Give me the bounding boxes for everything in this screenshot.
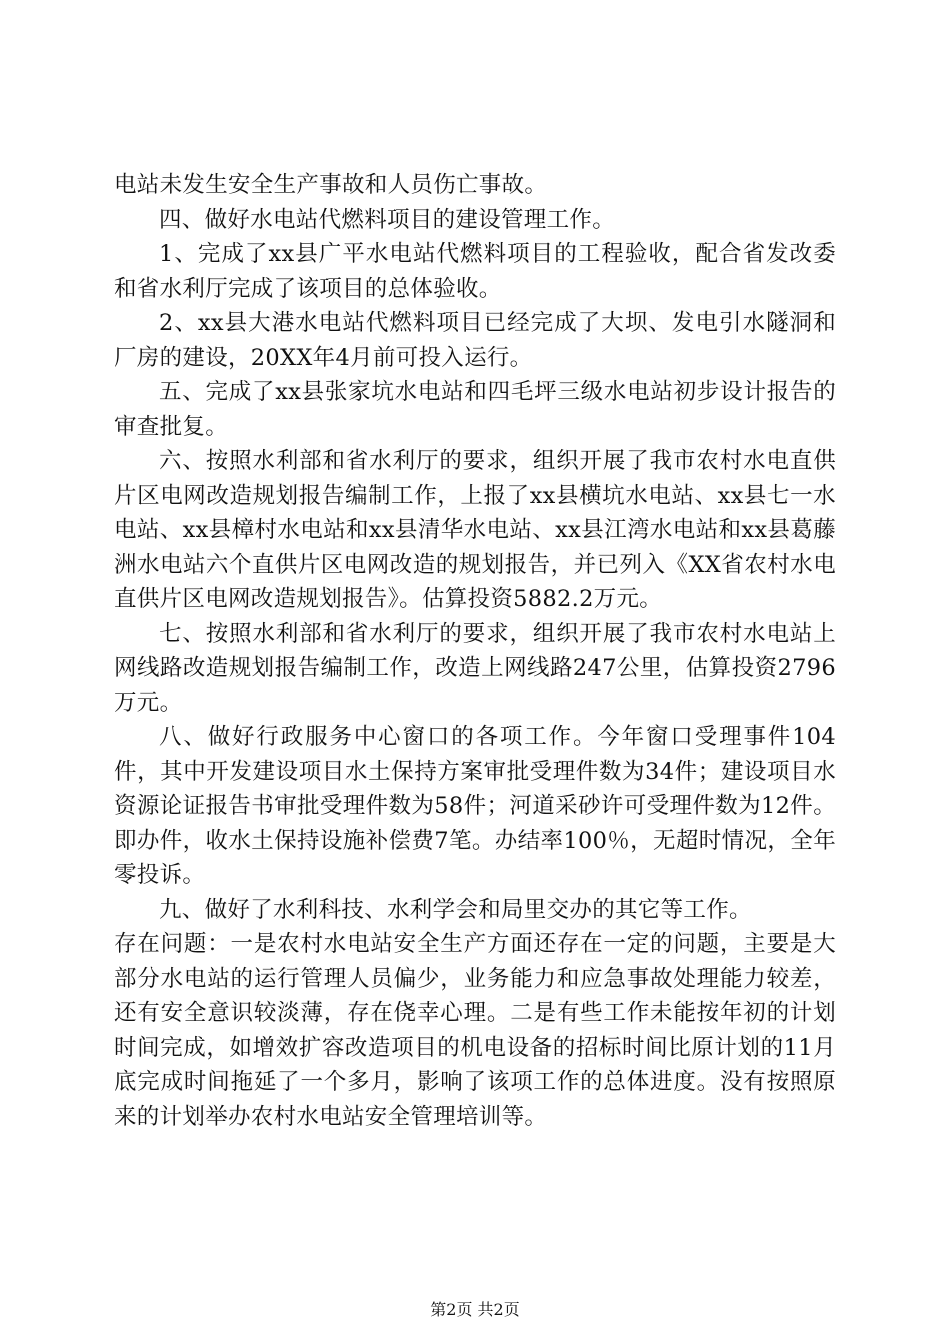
paragraph-section-5: 五、完成了xx县张家坑水电站和四毛坪三级水电站初步设计报告的审查批复。: [114, 379, 836, 440]
paragraph-section-9: 九、做好了水利科技、水利学会和局里交办的其它等工作。: [159, 896, 752, 923]
paragraph-item-1: 1、完成了xx县广平水电站代燃料项目的工程验收，配合省发改委和省水利厅完成了该项目的总体验收。: [114, 241, 836, 302]
paragraph-section-7: 七、按照水利部和省水利厅的要求，组织开展了我市农村水电站上网线路改造规划报告编制工作，改造上网线路247公里，估算投资2796万元。: [114, 620, 836, 716]
paragraph-safety-summary: 电站未发生安全生产事故和人员伤亡事故。: [114, 172, 548, 198]
paragraph-section-4: 四、做好水电站代燃料项目的建设管理工作。: [159, 206, 616, 233]
document-body: [114, 168, 836, 1134]
paragraph-section-6: 六、按照水利部和省水利厅的要求，组织开展了我市农村水电直供片区电网改造规划报告编制工作，上报了xx县横坑水电站、xx县七一水电站、xx县樟村水电站和xx县清华水电站、xx县江湾水电站和xx县葛藤洲水电站六个直供片区电网改造的规划报告，并已列入《XX省农村水电直供片区电网改造规划报告》。估算投资5882.2万元。: [114, 448, 836, 612]
paragraph-section-8: 八、做好行政服务中心窗口的各项工作。今年窗口受理事件104件，其中开发建设项目水土保持方案审批受理件数为34件；建设项目水资源论证报告书审批受理件数为58件；河道采砂许可受理件数为12件。即办件，收水土保持设施补偿费7笔。办结率100％，无超时情况，全年零投诉。: [114, 724, 836, 888]
paragraph-item-2: 2、xx县大港水电站代燃料项目已经完成了大坝、发电引水隧洞和厂房的建设，20XX年4月前可投入运行。: [114, 310, 836, 371]
page-number-footer: 第2页 共2页: [430, 1300, 520, 1319]
paragraph-existing-problems: 存在问题：一是农村水电站安全生产方面还存在一定的问题，主要是大部分水电站的运行管理人员偏少，业务能力和应急事故处理能力较差，还有安全意识较淡薄，存在侥幸心理。二是有些工作未能按年初的计划时间完成，如增效扩容改造项目的机电设备的招标时间比原计划的11月底完成时间拖延了一个多月，影响了该项工作的总体进度。没有按照原来的计划举办农村水电站安全管理培训等。: [114, 931, 836, 1130]
